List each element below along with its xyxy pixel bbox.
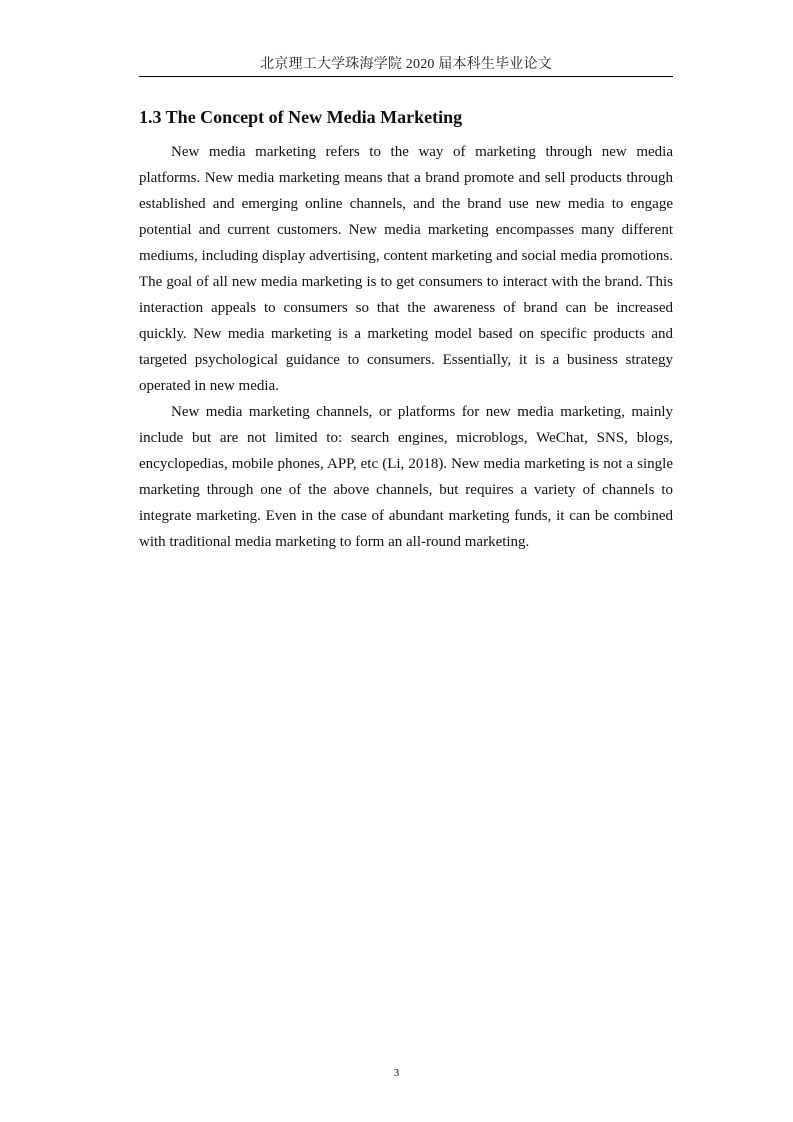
- section-body: [139, 139, 673, 555]
- header-divider: [139, 76, 673, 77]
- body-paragraph: New media marketing refers to the way of marketing through new media platforms. New media marketing means that a brand promote and sell products through established and emerging online channels, and the brand use new media to engage potential and current customers. New media marketing encompasses many different mediums, including display advertising, content marketing and social media promotions. The goal of all new media marketing is to get consumers to interact with the brand. This interaction appeals to consumers so that the awareness of brand can be increased quickly. New media marketing is a marketing model based on specific products and targeted psychological guidance to consumers. Essentially, it is a business strategy operated in new media.: [139, 144, 673, 394]
- page-number: 3: [393, 1067, 400, 1079]
- body-paragraph: New media marketing channels, or platforms for new media marketing, mainly include but are not limited to: search engines, microblogs, WeChat, SNS, blogs, encyclopedias, mobile phones, APP, etc (Li, 2018). New media marketing is not a single marketing through one of the above channels, but requires a variety of channels to integrate marketing. Even in the case of abundant marketing funds, it can be combined with traditional media marketing to form an all-round marketing.: [139, 404, 673, 550]
- section-heading: 1.3 The Concept of New Media Marketing: [139, 107, 463, 127]
- running-header: 北京理工大学珠海学院 2020 届本科生毕业论文: [260, 57, 552, 72]
